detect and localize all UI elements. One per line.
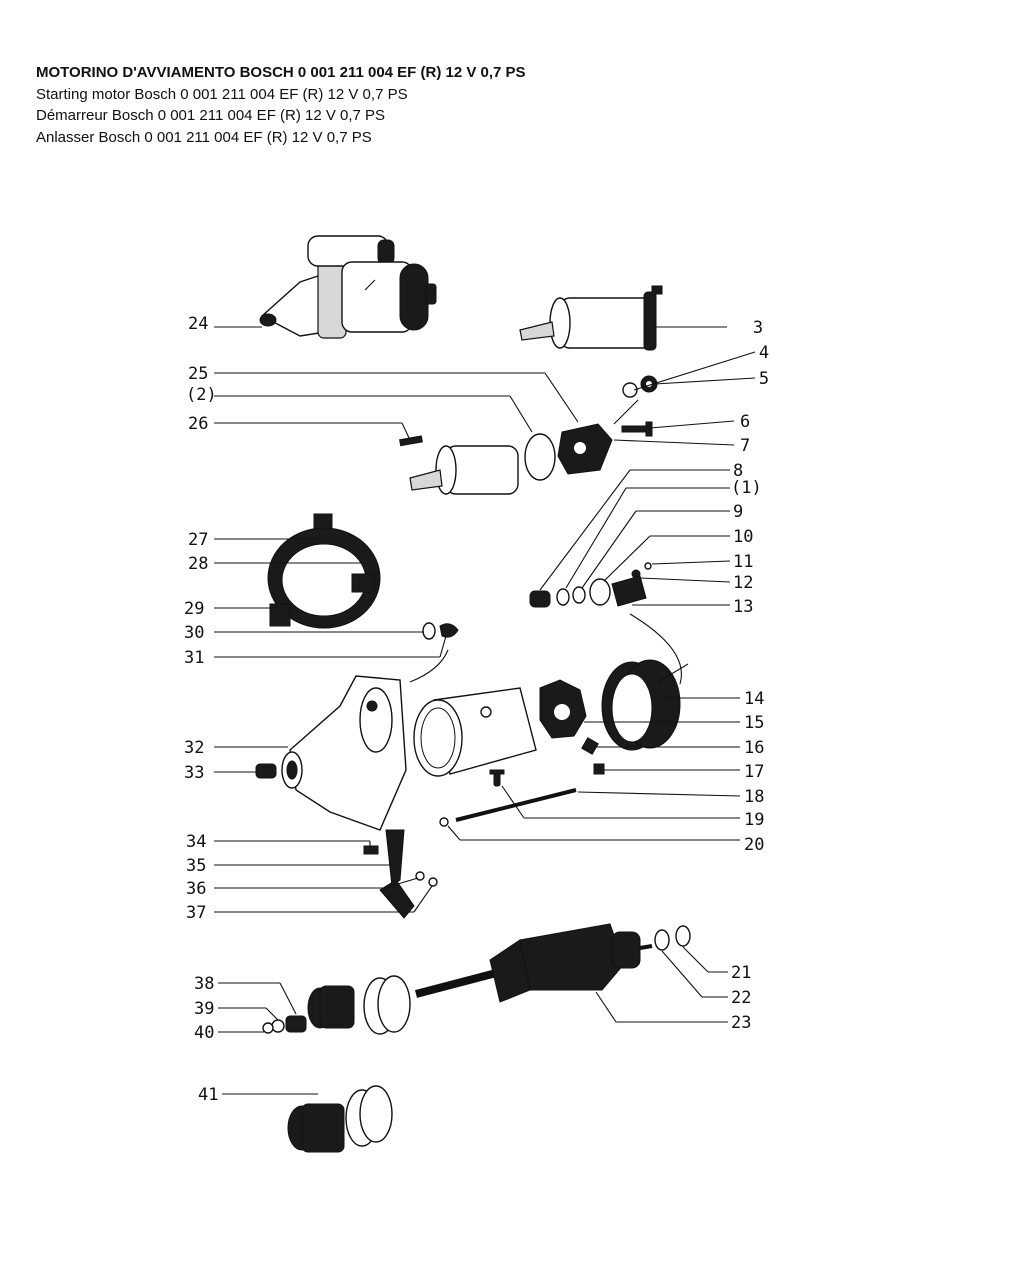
label-22: 22 (731, 988, 752, 1008)
label-21: 21 (731, 963, 752, 983)
label-41: 41 (198, 1085, 219, 1105)
label-7: 7 (740, 436, 751, 456)
part-drive-41 (288, 1086, 392, 1152)
arrow-31 (410, 650, 448, 682)
part-lever-35 (386, 830, 404, 886)
part-ring-30 (423, 623, 435, 639)
part-screw-6 (622, 422, 652, 436)
part-bushing-8 (530, 591, 550, 607)
label-8: 8 (733, 461, 744, 481)
label-29: 29 (184, 599, 205, 619)
label-33: 33 (184, 763, 205, 783)
title-italian: MOTORINO D'AVVIAMENTO BOSCH 0 001 211 004 EF (R) 12 V 0,7 PS (36, 64, 526, 81)
label-36: 36 (186, 879, 207, 899)
part-complete-starter (260, 236, 436, 338)
part-ring-31 (440, 624, 458, 637)
part-screw-26 (400, 436, 423, 446)
label-30: 30 (184, 623, 205, 643)
label-37: 37 (186, 903, 207, 923)
part-o-ring (525, 434, 555, 480)
label-39: 39 (194, 999, 215, 1019)
part-bushing-33 (256, 764, 276, 778)
part-37a (429, 878, 437, 886)
part-through-bolt-18 (456, 790, 576, 820)
part-field-housing (414, 688, 536, 776)
part-17 (594, 764, 604, 774)
part-armature-23 (416, 924, 652, 1002)
part-16 (582, 738, 598, 754)
part-end-cap-13 (612, 576, 646, 606)
part-ring-39 (272, 1020, 284, 1032)
part-washer-21 (676, 926, 690, 946)
label-11: 11 (733, 552, 754, 572)
label-15: 15 (744, 713, 765, 733)
label-20: 20 (744, 835, 765, 855)
title-german: Anlasser Bosch 0 001 211 004 EF (R) 12 V 0,7 PS (36, 128, 372, 146)
label-16: 16 (744, 738, 765, 758)
part-plunger (410, 446, 518, 494)
label-18: 18 (744, 787, 765, 807)
label-40: 40 (194, 1023, 215, 1043)
part-bushing-38 (286, 1016, 306, 1032)
part-screw-19 (490, 770, 504, 786)
label-3: 3 (752, 318, 764, 338)
label-14: 14 (744, 689, 765, 709)
label-25: 25 (188, 364, 209, 384)
part-washer-22 (655, 930, 669, 950)
part-drive-pinion (308, 976, 410, 1034)
label-32: 32 (184, 738, 205, 758)
label-27: 27 (188, 530, 209, 550)
part-ring-1 (557, 589, 569, 605)
part-housing-band-14 (602, 660, 688, 750)
label-note-2: (2) (186, 385, 217, 405)
label-38: 38 (194, 974, 215, 994)
part-brush-plate-15 (540, 680, 586, 738)
label-12: 12 (733, 573, 754, 593)
title-french: Démarreur Bosch 0 001 211 004 EF (R) 12 V 0,7 PS (36, 107, 386, 124)
part-pin-34 (364, 846, 378, 854)
part-washer-20 (440, 818, 448, 826)
label-26: 26 (188, 414, 209, 434)
label-10: 10 (733, 527, 754, 547)
part-11 (645, 563, 651, 569)
label-34: 34 (186, 832, 207, 852)
part-seal-10 (590, 579, 610, 605)
label-5: 5 (758, 369, 770, 389)
label-note-1: (1) (731, 478, 762, 498)
title-english: Starting motor Bosch 0 001 211 004 EF (R) 12 V 0,7 PS (36, 85, 408, 103)
part-ring-9 (573, 587, 585, 603)
label-35: 35 (186, 856, 207, 876)
part-ring-40 (263, 1023, 273, 1033)
label-24: 24 (188, 314, 209, 334)
part-drive-housing-32 (282, 676, 406, 830)
label-23: 23 (731, 1013, 752, 1033)
label-13: 13 (733, 597, 754, 617)
label-6: 6 (740, 412, 751, 432)
part-solenoid (520, 286, 662, 350)
label-9: 9 (733, 502, 744, 522)
part-brush-holder (268, 514, 380, 628)
label-31: 31 (184, 648, 205, 668)
label-4: 4 (758, 343, 770, 363)
label-19: 19 (744, 810, 765, 830)
label-17: 17 (744, 762, 765, 782)
part-switch-cover (558, 424, 612, 474)
label-28: 28 (188, 554, 209, 574)
